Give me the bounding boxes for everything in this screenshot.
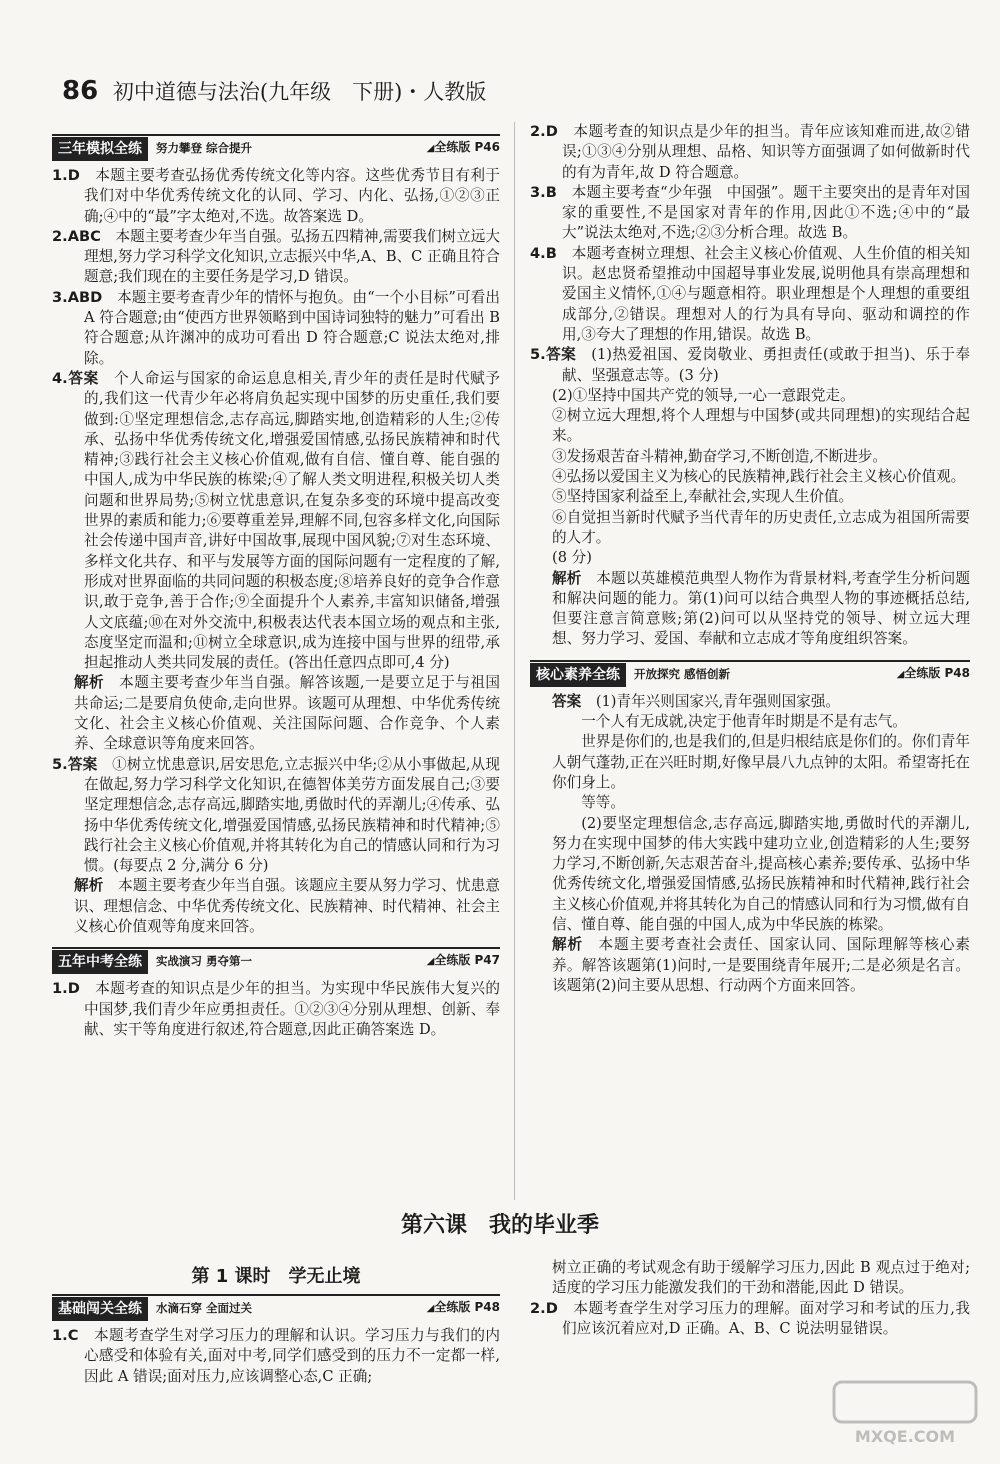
answer-text: 本题主要考查弘扬优秀传统文化等内容。这些优秀节目有利于我们对中华优秀传统文化的认同、学习、内化、弘扬,①②③正确;④中的“最”字太绝对,不选。故答案选 D。 — [84, 167, 500, 225]
answer-number: 5.答案 — [52, 755, 98, 773]
watermark-text: MXQE.COM — [854, 1427, 956, 1446]
answer-point: 世界是你们的,也是我们的,但是归根结底是你们的。你们青年人朝气蓬勃,正在兴旺时期,好像早晨八九点钟的太阳。希望寄托在你们身上。 — [552, 733, 970, 791]
answer-item — [52, 755, 500, 877]
analysis-label: 解析 — [552, 936, 584, 954]
answer-text: (1)青年兴则国家兴,青年强则国家强。 — [595, 692, 841, 710]
lesson-title: 第六课 我的毕业季 — [400, 1213, 599, 1238]
analysis — [52, 876, 500, 937]
answer-text: 本题考查学生对学习压力的理解和认识。学习压力与我们的内心感受和体验有关,面对中考,同学们感受到的压力不一定都一样,因此 A 错误;面对压力,应该调整心态,C 正确; — [84, 1327, 500, 1385]
answer-item — [530, 183, 970, 244]
answer-number: 2.D — [530, 123, 558, 140]
analysis-label: 解析 — [552, 569, 582, 587]
answer-item — [530, 692, 970, 712]
answer-item — [52, 166, 500, 227]
answer-point: (8 分) — [552, 549, 592, 567]
answer-item — [530, 244, 970, 345]
section-ref: ◢ 全练版 P48 — [427, 1297, 500, 1319]
answer-number: 1.D — [52, 980, 80, 998]
answer-item — [530, 1299, 970, 1340]
answer-number: 5.答案 — [530, 346, 577, 364]
left-column — [52, 130, 500, 1040]
answer-text: 本题主要考查“少年强 中国强”。题干主要突出的是青年对国家的重要性,不是国家对青年的作用,因此①不选;④中的“最大”说法太绝对,不选;②③分析合理。故选 B。 — [562, 183, 970, 242]
analysis-text: 本题主要考查社会责任、国家认同、国际理解等核心素养。解答该题第(1)问时,一是要围绕青年展开;二是必须是名言。该题第(2)问主要从思想、行动两个方面来回答。 — [552, 936, 970, 994]
answer-text: ①树立忧患意识,居安思危,立志振兴中华;②从小事做起,从现在做起,努力学习科学文化知识,在德智体美劳方面发展自己;③要坚定理想信念,志存高远,脚踏实地,勇做时代的弄潮儿;④传承、弘扬中华优秀传统文化,增强爱国情感,弘扬民族精神和时代精神;⑤践行社会主义核心价值观,并将其转化为自己的情感认同和行为习惯。(每要点 2 分,满分 6 分) — [84, 755, 500, 875]
answer-number: 1.C — [52, 1327, 79, 1344]
section-header-s2 — [52, 947, 500, 973]
answer-point: ②树立远大理想,将个人理想与中国梦(或共同理想)的实现结合起来。 — [552, 407, 970, 445]
answer-text: 本题考查学生对学习压力的理解。面对学习和考试的压力,我们应该沉着应对,D 正确。A、B、C 说法明显错误。 — [562, 1299, 970, 1337]
answer-item — [530, 345, 970, 386]
answer-point: (2)①坚持中国共产党的领导,一心一意跟党走。 — [552, 386, 855, 404]
section-subtitle: 努力攀登 综合提升 — [156, 140, 253, 155]
answer-point: ④弘扬以爱国主义为核心的民族精神,践行社会主义核心价值观。 — [552, 468, 966, 486]
bottom-left-column — [52, 1290, 500, 1387]
column-divider — [514, 122, 515, 1200]
answer-number: 2.ABC — [52, 227, 101, 245]
answer-number: 2.D — [530, 1299, 558, 1317]
section-header-s4 — [52, 1294, 500, 1320]
section-tag: 核心素养全练 — [530, 663, 626, 687]
answer-item — [52, 1326, 500, 1387]
answer-label: 答案 — [552, 692, 582, 710]
analysis — [530, 935, 970, 996]
answer-text: 本题主要考查少年当自强。弘扬五四精神,需要我们树立远大理想,努力学习科学文化知识,立志振兴中华,A、B、C 正确且符合题意;我们现在的主要任务是学习,D 错误。 — [84, 227, 500, 286]
analysis-text: 本题以英雄模范典型人物作为背景材料,考查学生分析问题和解决问题的能力。第(1)问可以结合典型人物的事迹概括总结,但要注意言简意赅;第(2)问可以从坚持党的领导、树立远大理想、努力学习、爱国、奉献和立志成才等角度组织答案。 — [552, 569, 970, 648]
answer-point: ⑥自觉担当新时代赋予当代青年的历史责任,立志成为祖国所需要的人才。 — [552, 508, 970, 546]
section-subtitle: 水滴石穿 全面过关 — [156, 1300, 253, 1315]
section-header-s3 — [530, 660, 970, 686]
analysis-text: 本题主要考查少年当自强。解答该题,一是要立足于与祖国共命运;二是要肩负使命,走向世界。该题可从理想、中华优秀传统文化、社会主义核心价值观、关注国际问题、合作竞争、个人素养、全球意识等角度来回答。 — [74, 674, 500, 753]
lesson-subtitle: 第 1 课时 学无止境 — [191, 1266, 361, 1287]
answer-point: ③发扬艰苦奋斗精神,勤奋学习,不断创造,不断进步。 — [552, 447, 887, 465]
answer-text: 本题考查树立理想、社会主义核心价值观、人生价值的相关知识。赵忠贤希望推动中国超导事业发展,说明他具有崇高理想和爱国主义情怀,①④与题意相符。职业理想是个人理想的重要组成部分,②错误。理想对人的行为具有导向、驱动和调控的作用,③夸大了理想的作用,错误。故选 B。 — [562, 244, 970, 343]
answer-item — [52, 227, 500, 288]
section-ref: ◢ 全练版 P46 — [427, 137, 500, 159]
answer-text: 本题考查的知识点是少年的担当。青年应该知难而进,故②错误;①③④分别从理想、品格、知识等方面强调了如何做新时代的有为青年,故 D 符合题意。 — [562, 123, 970, 181]
section-subtitle: 开放探究 感悟创新 — [634, 666, 731, 681]
answer-text: (1)热爱祖国、爱岗敬业、勇担责任(或敢于担当)、乐于奉献、坚强意志等。(3 分) — [562, 346, 971, 384]
answer-text: 个人命运与国家的命运息息相关,青少年的责任是时代赋予的,我们这一代青少年必将肩负起实现中国梦的历史重任,我们要做到:①坚定理想信念,志存高远,脚踏实地,创造精彩的人生;②传承、弘扬中华优秀传统文化,增强爱国情感,弘扬民族精神和时代精神;③践行社会主义核心价值观,做有自信、懂自尊、能自强的中国人,成为中华民族的栋梁;④了解人类文明进程,积极关切人类问题和世界局势;⑤树立忧患意识,在复杂多变的环境中提高改变世界的素质和能力;⑥要尊重差异,理解不同,包容多样文化,向国际社会传递中国声音,讲好中国故事,展现中国风貌;⑦对生态环境、多样文化共存、和平与发展等方面的国际问题有一定程度的了解,形成对世界面临的共同问题的积极态度;⑧培养良好的竞争合作意识,敢于竞争,善于合作;⑨全面提升个人素养,丰富知识储备,增强人文底蕴;⑩在对外交流中,积极表达代表本国立场的观点和主张,态度坚定而温和;⑪树立全球意识,成为连接中国与世界的纽带,承担起推动人类共同发展的责任。(答出任意四点即可,4 分) — [84, 369, 500, 672]
section-tag: 三年模拟全练 — [52, 137, 148, 161]
answer-continued: 树立正确的考试观念有助于缓解学习压力,因此 B 观点过于绝对;适度的学习压力能激发我们的干劲和潜能,因此 D 错误。 — [552, 1259, 970, 1297]
answer-item — [52, 288, 500, 369]
answer-number: 4.B — [530, 244, 557, 262]
answer-item — [52, 369, 500, 673]
section-header-s1 — [52, 134, 500, 160]
answer-text: 本题主要考查青少年的情怀与抱负。由“一个小目标”可看出 A 符合题意;由“使西方世界领略到中国诗词独特的魅力”可看出 B 符合题意;从许渊冲的成功可看出 D 符合题意;C 说法太绝对,排除。 — [84, 288, 500, 367]
answer-text: 本题考查的知识点是少年的担当。为实现中华民族伟大复兴的中国梦,我们青少年应勇担责任。①②③④分别从理想、创新、奉献、实干等角度进行叙述,符合题意,因此正确答案选 D。 — [84, 980, 500, 1038]
book-title: 初中道德与法治(九年级 下册)・人教版 — [112, 80, 487, 104]
answer-point: 一个人有无成就,决定于他青年时期是不是有志气。 — [581, 713, 907, 731]
answer-number: 1.D — [52, 167, 80, 184]
answer-item — [530, 122, 970, 183]
answer-point: ⑤坚持国家利益至上,奉献社会,实现人生价值。 — [552, 488, 854, 506]
page-number: 86 — [62, 76, 99, 106]
answer-number: 4.答案 — [52, 369, 99, 387]
analysis — [52, 673, 500, 754]
watermark-logo — [830, 1378, 980, 1448]
section-subtitle: 实战演习 勇夺第一 — [156, 954, 253, 969]
bottom-right-column — [530, 1258, 970, 1339]
page-header — [62, 76, 486, 106]
answer-number: 3.B — [530, 183, 557, 201]
answer-number: 3.ABD — [52, 288, 103, 306]
section-tag: 基础闯关全练 — [52, 1297, 148, 1321]
section-ref: ◢ 全练版 P47 — [427, 950, 500, 972]
section-ref: ◢ 全练版 P48 — [897, 663, 970, 685]
analysis-label: 解析 — [74, 674, 105, 692]
answer-item — [52, 979, 500, 1040]
analysis-label: 解析 — [74, 877, 104, 895]
analysis-text: 本题主要考查少年当自强。该题应主要从努力学习、忧患意识、理想信念、中华优秀传统文化、民族精神、时代精神、社会主义核心价值观等角度来回答。 — [74, 877, 500, 935]
answer-point: (2)要坚定理想信念,志存高远,脚踏实地,勇做时代的弄潮儿,努力在实现中国梦的伟大实践中建功立业,创造精彩的人生;要努力学习,不断创新,矢志艰苦奋斗,提高核心素养;要传承、弘扬中华优秀传统文化,增强爱国情感,弘扬民族精神和时代精神,践行社会主义核心价值观,并将其转化为自己的情感认同和行为习惯,做有自信、懂自尊、能自强的中国人,成为中华民族的栋梁。 — [552, 814, 970, 933]
answer-point: 等等。 — [581, 794, 625, 812]
section-tag: 五年中考全练 — [52, 950, 148, 974]
analysis — [530, 569, 970, 650]
right-column — [530, 122, 970, 996]
